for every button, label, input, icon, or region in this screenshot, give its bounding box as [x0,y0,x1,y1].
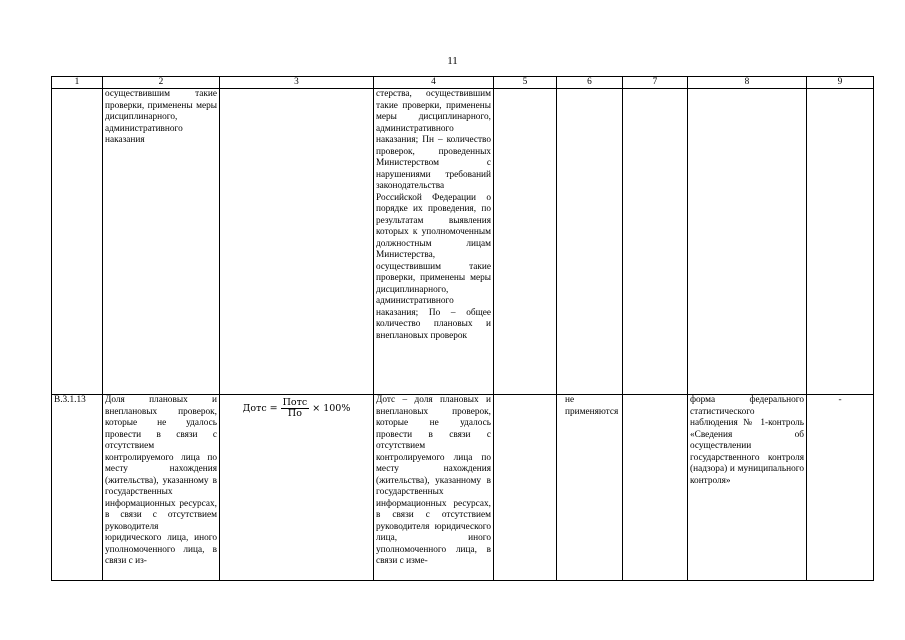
cell-formula-legend: стерства, осуществившим такие проверки, применены меры дисциплинарного, административного наказания; Пн – количество проверок, проведенных Министерством с нарушениями требований законодательства Российской Федерации о порядке их проведения, по результатам выявления которых к уполномоченным должностным лицам Министерства, осуществившим такие проверки, применены меры дисциплинарного, административного наказания; По – общее количество плановых и внеплановых проверок [374,89,494,395]
formula-numerator: Потс [282,397,308,408]
cell-code [52,395,103,581]
cell-indicator-name: осуществившим такие проверки, применены меры дисциплинарного, административного наказания [103,89,220,395]
formula-legend-text: Дотс – доля плановых и внеплановых проверок, которые не удалось провести в связи с отсутствием контролируемого лица по месту нахождения (жительства), указанному в государственных информационных ресурсах, в связи с отсутствием руководителя юридического лица, иного уполномоченного лица, в связи с изме- [376,395,491,566]
column-number-3: 3 [220,77,374,89]
formula-denominator: По [287,408,302,419]
cell-col-8 [688,395,807,581]
table-row-b3113 [52,395,874,581]
table-row-continued [52,89,874,395]
column-number-4: 4 [374,77,494,89]
column-number-2: 2 [103,77,220,89]
cell-col-5 [494,89,557,395]
formula-fraction [281,398,310,419]
cell-formula [220,395,374,581]
cell-formula-legend [374,395,494,581]
cell-col-9 [807,395,874,581]
formula-rhs: × 100% [312,402,351,414]
formula [243,398,351,419]
cell-col-5 [494,395,557,581]
column-number-1: 1 [52,77,103,89]
cell-formula [220,89,374,395]
cell-col-9 [807,89,874,395]
indicators-table [51,76,874,581]
cell-indicator-name [103,395,220,581]
cell-col-6 [557,89,623,395]
code-text: В.3.1.13 [54,395,86,405]
page-number: 11 [447,55,458,67]
column-number-9: 9 [807,77,874,89]
cell-col-8 [688,89,807,395]
cell-col-6 [557,395,623,581]
formula-lhs: Дотс = [242,402,278,414]
column-number-row [52,77,874,89]
data-source-text: форма федерального статистического наблюдения № 1-контроль «Сведения об осуществлении государственного контроля (надзора) и муниципального контроля» [690,395,804,486]
cell-col-7 [623,89,688,395]
column-number-8: 8 [688,77,807,89]
applicability-text: не применяются [565,395,619,417]
column-number-7: 7 [623,77,688,89]
col-9-value: - [838,395,842,405]
cell-col-7 [623,395,688,581]
cell-code [52,89,103,395]
column-number-5: 5 [494,77,557,89]
indicator-name-text: Доля плановых и внеплановых проверок, которые не удалось провести в связи с отсутствием контролируемого лица по месту нахождения (жительства), указанному в государственных информационных ресурсах, в связи с отсутствием руководителя юридического лица, иного уполномоченного лица, в связи с из- [105,395,217,566]
column-number-6: 6 [557,77,623,89]
